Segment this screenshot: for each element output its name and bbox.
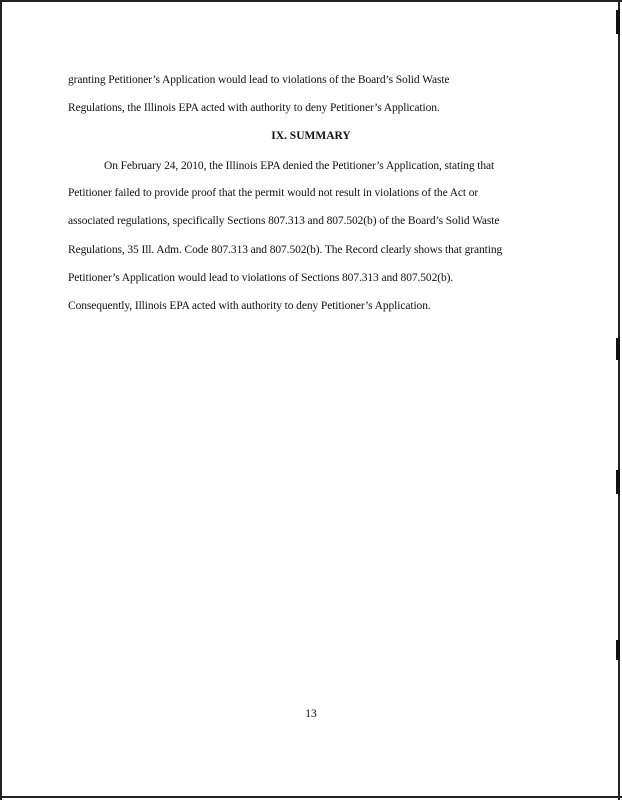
body-text-line: Regulations, 35 Ill. Adm. Code 807.313 and 807.502(b). The Record clearly shows that granting <box>68 244 503 256</box>
body-text-line: Petitioner’s Application would lead to violations of Sections 807.313 and 807.502(b). <box>68 272 454 284</box>
scan-border-bottom <box>0 796 622 798</box>
scan-edge-mark <box>616 10 620 34</box>
scan-border-left <box>0 0 2 800</box>
page-number: 13 <box>305 708 317 720</box>
scan-border-right <box>618 0 620 800</box>
body-text-line: On February 24, 2010, the Illinois EPA denied the Petitioner’s Application, stating that <box>104 160 495 172</box>
body-text-line: Consequently, Illinois EPA acted with authority to deny Petitioner’s Application. <box>68 300 431 312</box>
body-text-line: associated regulations, specifically Sections 807.313 and 807.502(b) of the Board’s Solid Waste <box>68 215 500 227</box>
scan-edge-mark <box>616 640 620 660</box>
body-text-line: Regulations, the Illinois EPA acted with authority to deny Petitioner’s Application. <box>68 102 440 114</box>
scan-border-top <box>0 0 622 2</box>
scan-edge-mark <box>616 338 620 360</box>
body-text-line: granting Petitioner’s Application would lead to violations of the Board’s Solid Waste <box>68 74 450 86</box>
section-heading: IX. SUMMARY <box>271 130 351 142</box>
scan-edge-mark <box>616 470 620 494</box>
body-text-line: Petitioner failed to provide proof that the permit would not result in violations of the Act or <box>68 187 479 199</box>
